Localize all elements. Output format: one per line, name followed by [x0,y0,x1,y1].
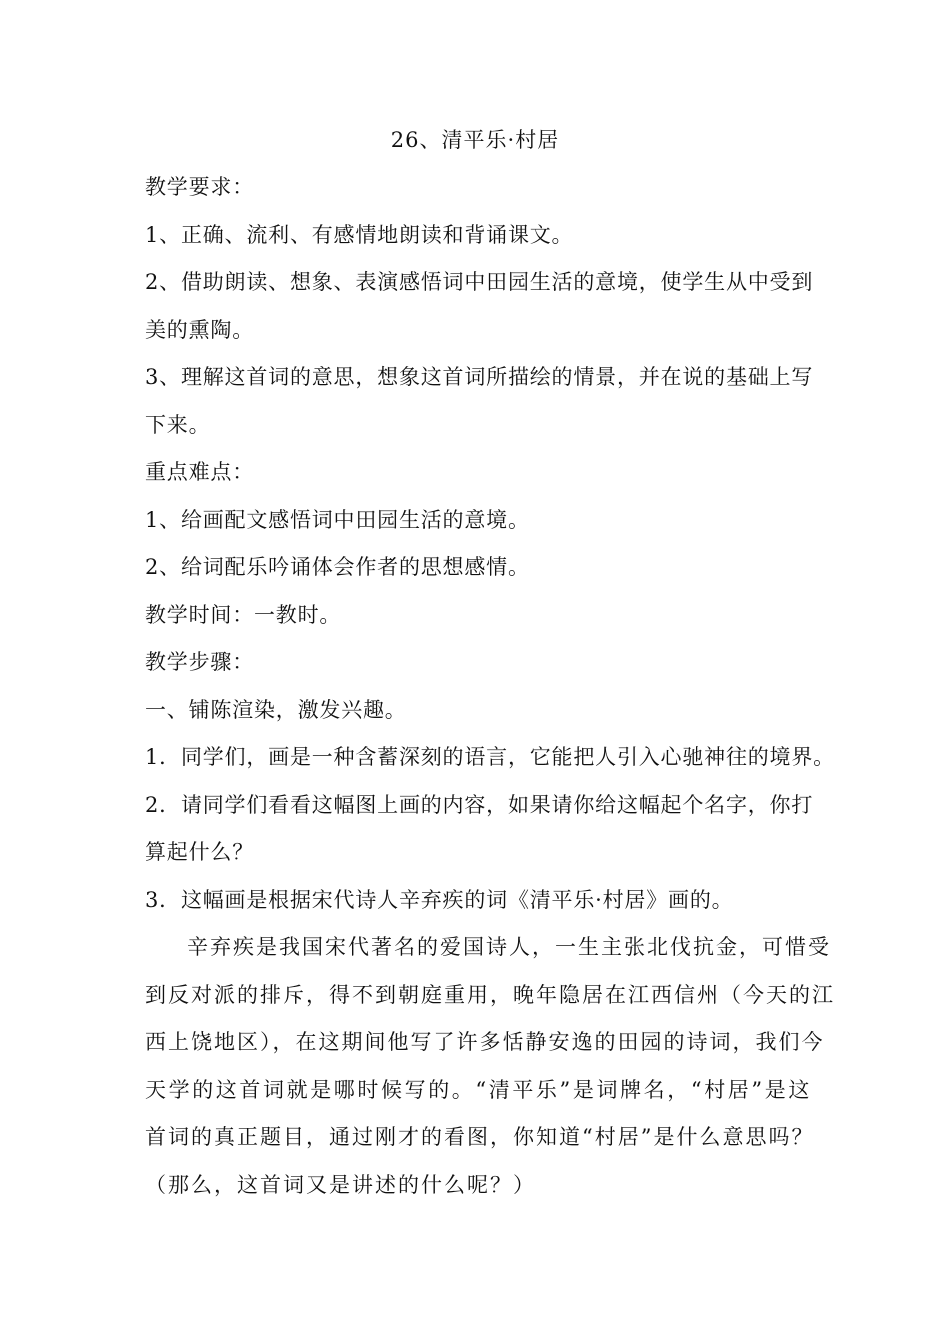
requirement-item-3: 3、理解这首词的意思，想象这首词所描绘的情景，并在说的基础上写 [145,365,814,389]
requirement-item-1: 1、正确、流利、有感情地朗读和背诵课文。 [145,222,574,247]
section-heading-requirements: 教学要求： [145,175,254,199]
paragraph-line: 到反对派的排斥，得不到朝庭重用，晚年隐居在江西信州（今天的江 [145,982,835,1007]
step-heading-1: 一、铺陈渲染，激发兴趣。 [145,697,407,722]
paragraph-line: （那么，这首词又是讲述的什么呢？） [145,1172,536,1197]
step-item-1: 1．同学们，画是一种含蓄深刻的语言，它能把人引入心驰神往的境界。 [145,745,835,769]
requirement-item-3-cont: 下来。 [145,412,211,437]
section-heading-key-points: 重点难点： [145,460,254,484]
step-item-3: 3．这幅画是根据宋代诗人辛弃疾的词《清平乐·村居》画的。 [145,887,734,912]
document-body [145,167,835,1212]
paragraph-line: 辛弃疾是我国宋代著名的爱国诗人，一生主张北伐抗金，可惜受 [187,935,831,959]
paragraph-line: 西上饶地区），在这期间他写了许多恬静安逸的田园的诗词，我们今 [145,1030,825,1054]
key-point-item-1: 1、给画配文感悟词中田园生活的意境。 [145,507,530,532]
page-title: 26、清平乐·村居 [390,128,560,152]
step-item-2: 2．请同学们看看这幅图上画的内容，如果请你给这幅起个名字，你打 [145,792,814,817]
requirement-item-2-cont: 美的熏陶。 [145,317,254,342]
key-point-item-2: 2、给词配乐吟诵体会作者的思想感情。 [145,555,530,579]
paragraph-line: 天学的这首词就是哪时候写的。“清平乐”是词牌名，“村居”是这 [145,1077,812,1102]
requirement-item-2: 2、借助朗读、想象、表演感悟词中田园生活的意境，使学生从中受到 [145,270,814,294]
teaching-time: 教学时间：一教时。 [145,602,342,627]
step-item-2-cont: 算起什么？ [145,840,254,864]
section-heading-steps: 教学步骤： [145,650,254,674]
paragraph-line: 首词的真正题目，通过刚才的看图，你知道“村居”是什么意思吗？ [145,1125,815,1149]
